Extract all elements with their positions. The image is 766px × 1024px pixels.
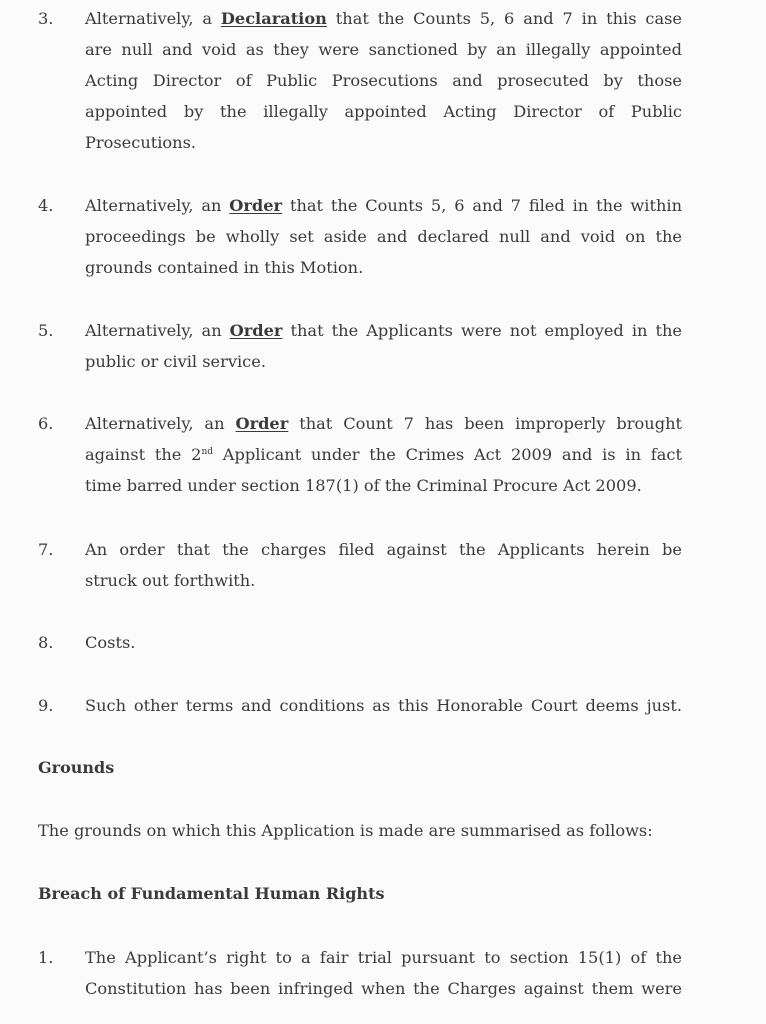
- section-subheading: Breach of Fundamental Human Rights: [38, 884, 385, 903]
- item-number: 9.: [38, 696, 54, 715]
- item-body: [85, 315, 682, 377]
- text-line: Such other terms and conditions as this Honorable Court deems just.: [85, 696, 682, 715]
- text-line: Alternatively, an Order that Count 7 has been improperly brought: [85, 414, 683, 433]
- item-number: 5.: [38, 321, 54, 340]
- order-emphasis: Order: [235, 414, 289, 433]
- text-line: proceedings be wholly set aside and declared null and void on the: [85, 227, 682, 246]
- item-body: [85, 3, 682, 158]
- text-line: are null and void as they were sanctioned by an illegally appointed: [85, 40, 682, 59]
- item-body: [85, 190, 682, 283]
- grounds-intro: The grounds on which this Application is made are summarised as follows:: [38, 821, 653, 840]
- grounds-heading: Grounds: [38, 758, 115, 777]
- item-body: [85, 942, 682, 1004]
- text-line: public or civil service.: [85, 352, 266, 371]
- item-number: 3.: [38, 9, 54, 28]
- item-number: 1.: [38, 948, 54, 967]
- text-line: Alternatively, a Declaration that the Counts 5, 6 and 7 in this case: [85, 9, 682, 28]
- text-line: against the 2nd Applicant under the Crimes Act 2009 and is in fact: [85, 445, 682, 464]
- text-line: struck out forthwith.: [85, 571, 256, 590]
- order-emphasis: Order: [229, 196, 283, 215]
- item-number: 7.: [38, 540, 54, 559]
- text-line: appointed by the illegally appointed Acting Director of Public: [85, 102, 682, 121]
- item-body: [85, 627, 682, 658]
- item-body: [85, 534, 682, 596]
- text-line: grounds contained in this Motion.: [85, 258, 364, 277]
- text-line: Costs.: [85, 633, 136, 652]
- item-number: 6.: [38, 414, 54, 433]
- item-body: [85, 690, 682, 721]
- ordinal-suffix: nd: [201, 447, 214, 457]
- text-line: Alternatively, an Order that the Counts 5, 6 and 7 filed in the within: [85, 196, 682, 215]
- text-line: time barred under section 187(1) of the Criminal Procure Act 2009.: [85, 476, 642, 495]
- text-line: The Applicant’s right to a fair trial pursuant to section 15(1) of the: [85, 948, 682, 967]
- item-number: 4.: [38, 196, 54, 215]
- item-number: 8.: [38, 633, 54, 652]
- order-emphasis: Order: [229, 321, 283, 340]
- text-line: An order that the charges filed against the Applicants herein be: [85, 540, 682, 559]
- text-line: Prosecutions.: [85, 133, 197, 152]
- text-line: Alternatively, an Order that the Applicants were not employed in the: [85, 321, 683, 340]
- item-body: [85, 408, 682, 501]
- text-line: Constitution has been infringed when the Charges against them were: [85, 979, 682, 998]
- text-line: Acting Director of Public Prosecutions and prosecuted by those: [85, 71, 682, 90]
- declaration-emphasis: Declaration: [220, 9, 327, 28]
